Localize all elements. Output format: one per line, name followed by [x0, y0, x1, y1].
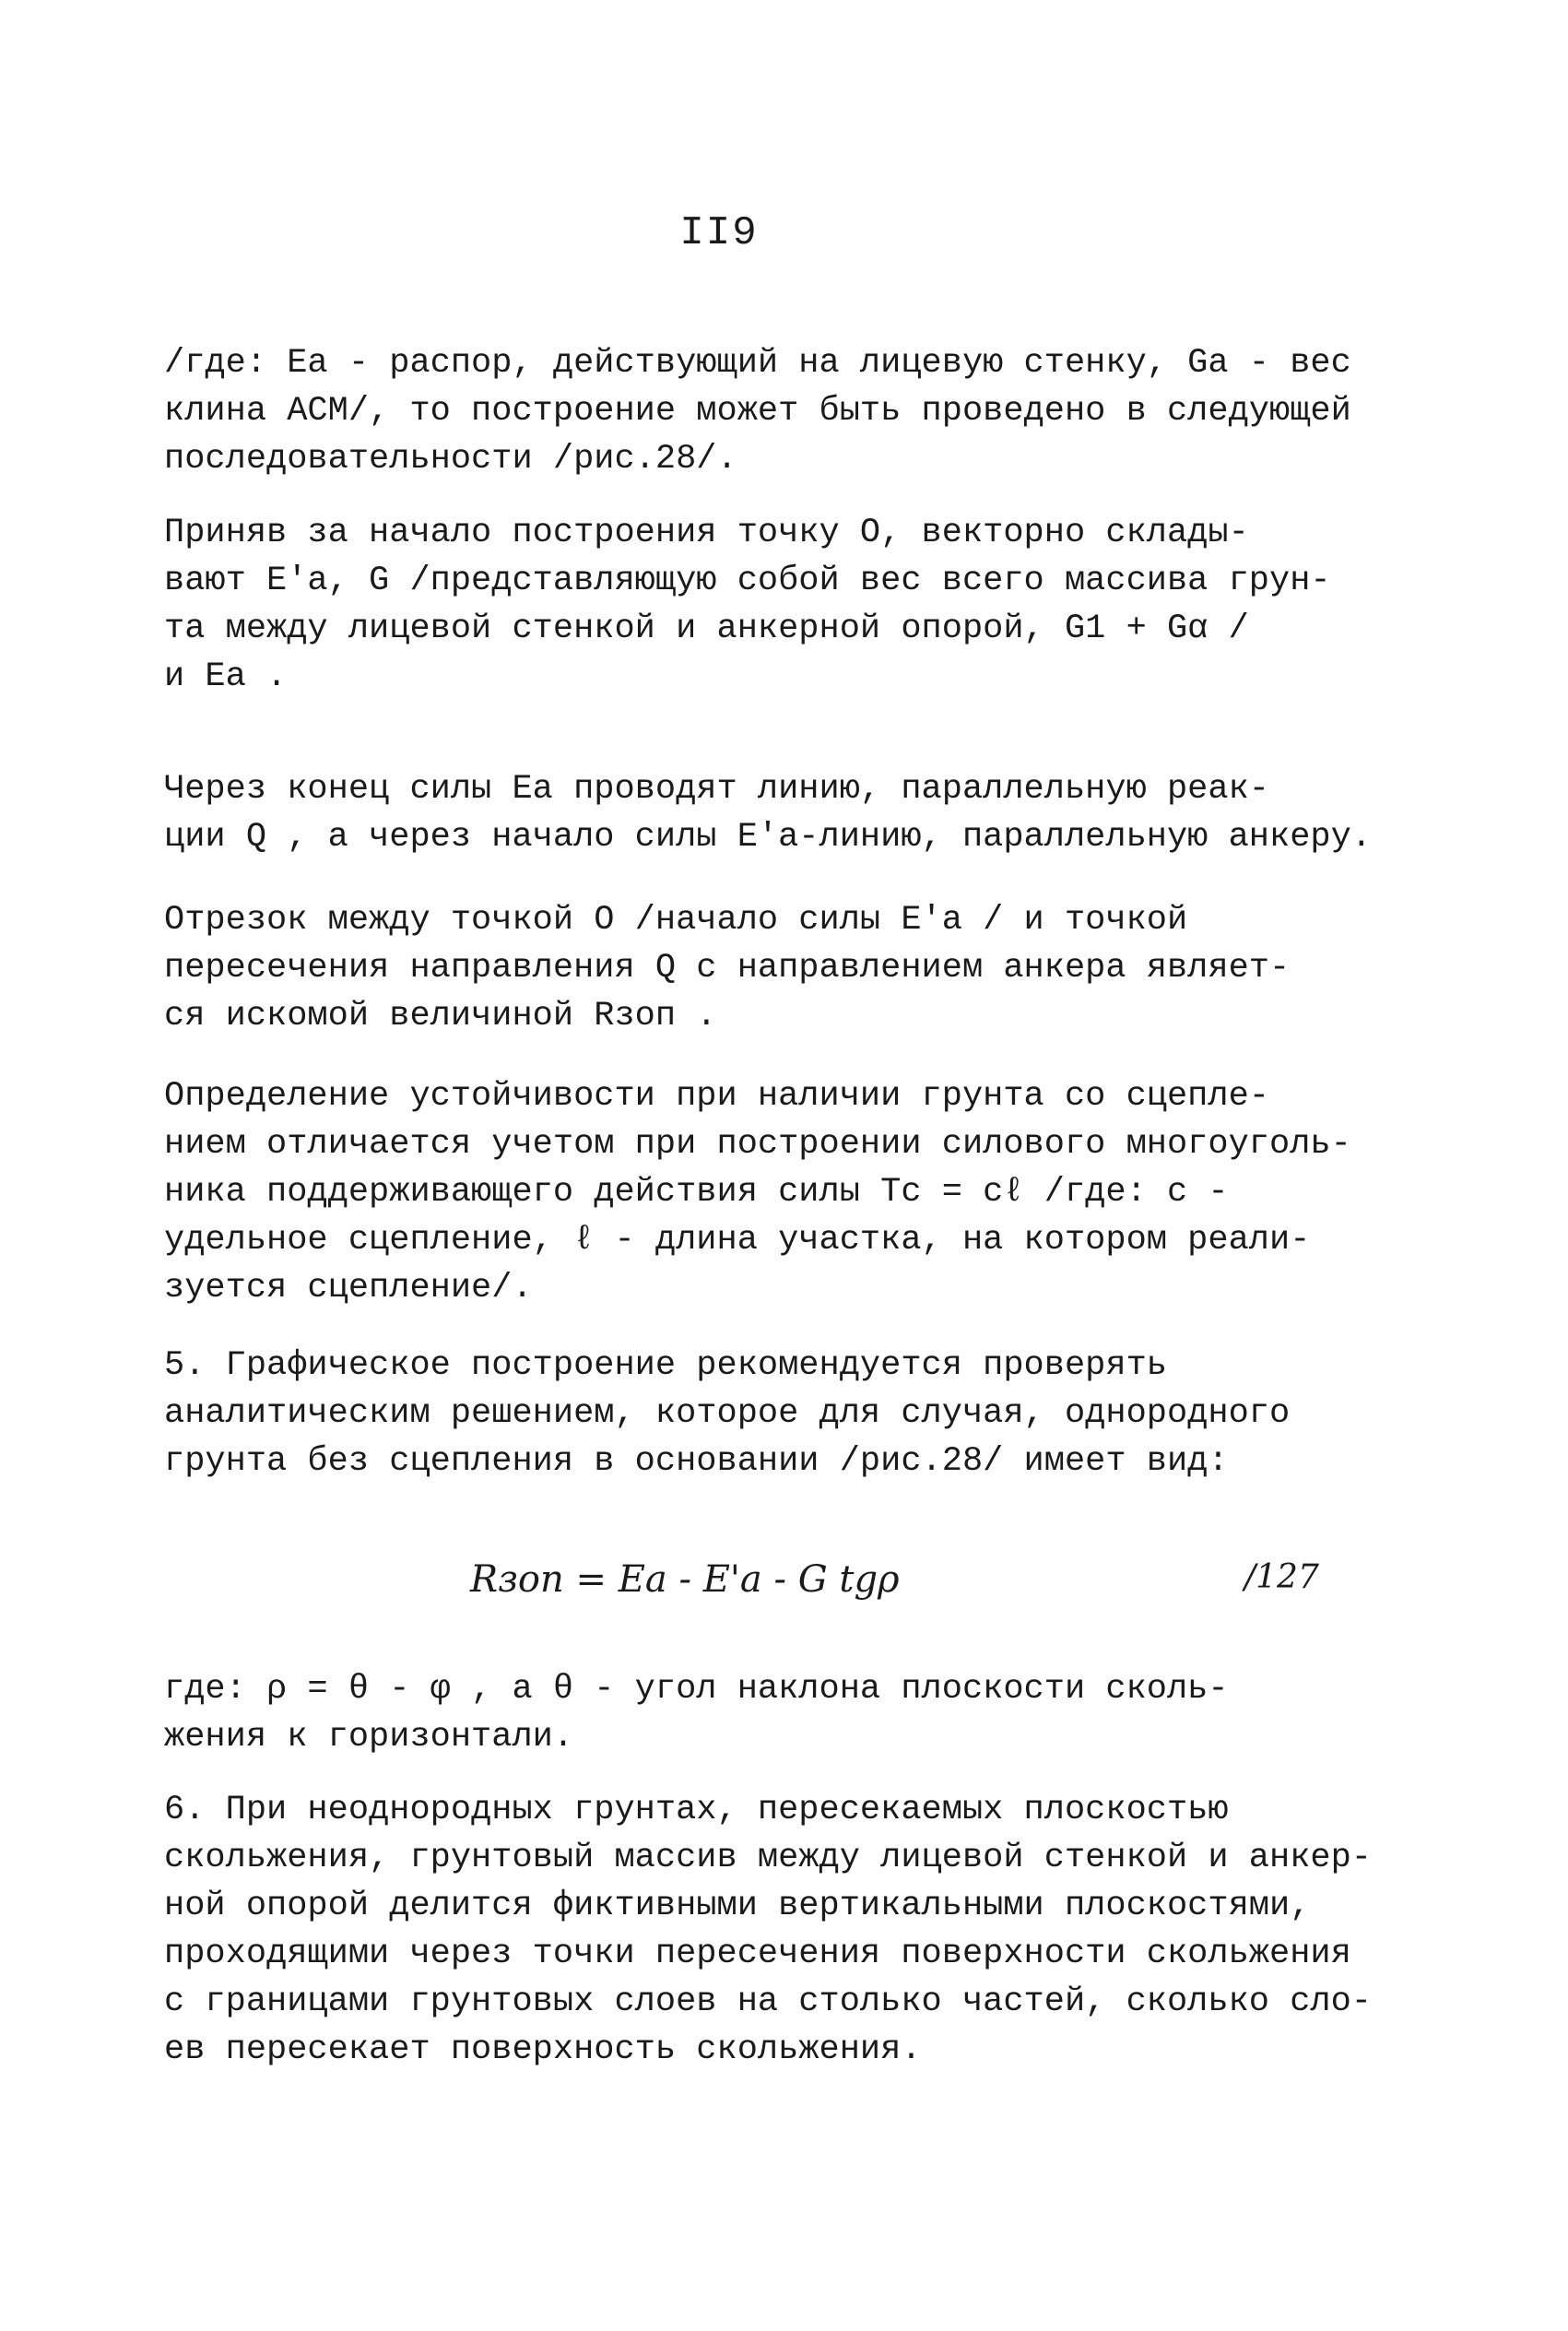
text-line: ной опорой делится фиктивными вертикальными плоскостями,: [164, 1887, 1311, 1925]
text-line: нием отличается учетом при построении силового многоуголь-: [164, 1125, 1351, 1164]
paragraph-8: [164, 1786, 1399, 2074]
paragraph-4: [164, 896, 1399, 1040]
text-line: с границами грунтовых слоев на столько частей, сколько сло-: [164, 1982, 1373, 2021]
formula: Rзоп = Eа - E'а - G tgρ: [470, 1558, 900, 1601]
text-line: проходящими через точки пересечения поверхности скольжения: [164, 1935, 1351, 1973]
paragraph-3: [164, 765, 1399, 861]
paragraph-6: [164, 1342, 1399, 1485]
equation-number: /127: [1244, 1558, 1319, 1596]
text-line: аналитическим решением, которое для случая, однородного: [164, 1394, 1291, 1433]
text-line: клина АСМ/, то построение может быть проведено в следующей: [164, 392, 1351, 431]
text-line: Определение устойчивости при наличии грунта со сцепле-: [164, 1077, 1269, 1116]
text-line: 6. При неоднородных грунтах, пересекаемых плоскостью: [164, 1791, 1229, 1829]
text-line: ев пересекает поверхность скольжения.: [164, 2030, 922, 2069]
text-line: ника поддерживающего действия силы Tc = cℓ /где: c -: [164, 1173, 1229, 1212]
text-line: удельное сцепление, ℓ - длина участка, на котором реали-: [164, 1221, 1311, 1260]
text-line: Приняв за начало построения точку О, векторно склады-: [164, 514, 1249, 552]
text-line: где: ρ = θ - φ , а θ - угол наклона плоскости сколь-: [164, 1670, 1229, 1709]
text-line: жения к горизонтали.: [164, 1718, 574, 1757]
text-line: пересечения направления Q с направлением анкера являет-: [164, 949, 1291, 988]
paragraph-2: [164, 509, 1399, 701]
page-number: II9: [679, 210, 759, 256]
paragraph-5: [164, 1072, 1399, 1312]
text-line: 5. Графическое построение рекомендуется проверять: [164, 1346, 1167, 1385]
text-line: зуется сцепление/.: [164, 1269, 533, 1307]
text-line: /где: Eа - распор, действующий на лицевую стенку, Gа - вес: [164, 344, 1351, 383]
text-line: ся искомой величиной Rзоп .: [164, 997, 717, 1035]
text-line: последовательности /рис.28/.: [164, 440, 737, 479]
text-line: и Eа .: [164, 657, 288, 696]
text-line: та между лицевой стенкой и анкерной опорой, G1 + Gα /: [164, 609, 1249, 648]
text-line: вают E'а, G /представляющую собой вес всего массива грун-: [164, 562, 1331, 600]
paragraph-7: [164, 1665, 1399, 1761]
text-line: Отрезок между точкой О /начало силы E'а / и точкой: [164, 901, 1188, 940]
paragraph-1: [164, 339, 1399, 483]
text-line: грунта без сцепления в основании /рис.28/ имеет вид:: [164, 1442, 1229, 1481]
text-line: скольжения, грунтовый массив между лицевой стенкой и анкер-: [164, 1839, 1373, 1877]
text-line: Через конец силы Eа проводят линию, параллельную реак-: [164, 770, 1269, 809]
text-line: ции Q , а через начало силы E'а-линию, параллельную анкеру.: [164, 818, 1373, 857]
